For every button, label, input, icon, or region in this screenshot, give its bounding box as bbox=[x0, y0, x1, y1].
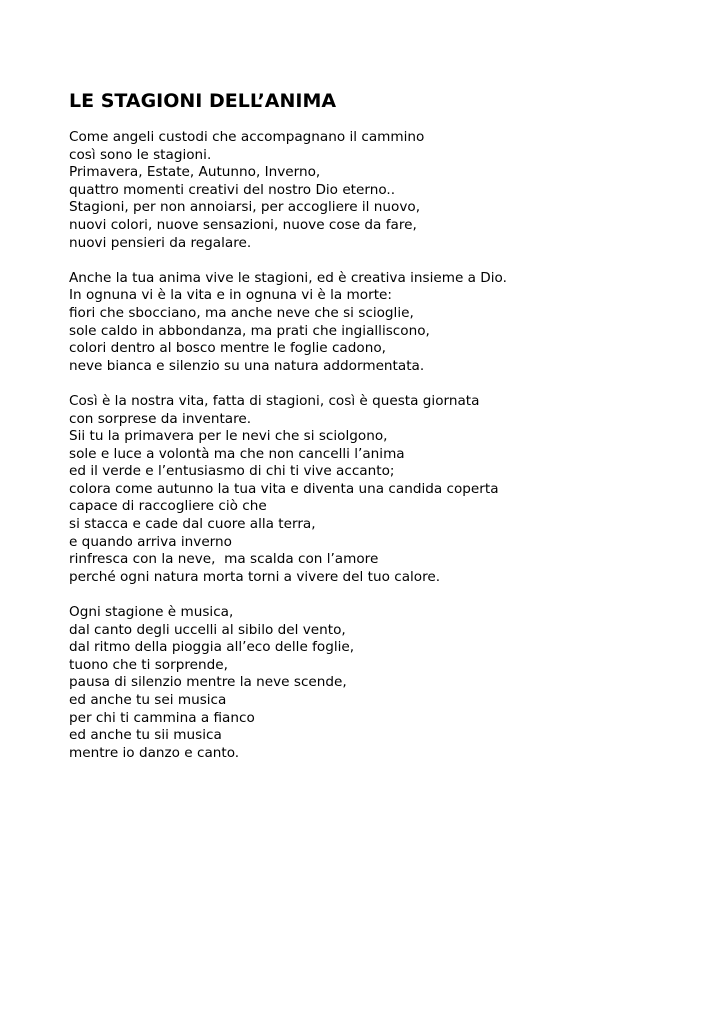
poem-body bbox=[69, 129, 709, 780]
poem-line: Primavera, Estate, Autunno, Inverno, bbox=[69, 164, 321, 181]
poem-line: ed anche tu sei musica bbox=[69, 692, 227, 708]
poem-line: sole e luce a volontà ma che non cancelli l’anima bbox=[69, 445, 405, 462]
poem-line: rinfresca con la neve, ma scalda con l’amore bbox=[69, 551, 379, 568]
poem-line: colora come autunno la tua vita e diventa una candida coperta bbox=[69, 480, 499, 497]
poem-line: nuovi colori, nuove sensazioni, nuove cose da fare, bbox=[69, 216, 417, 233]
poem-line: fiori che sbocciano, ma anche neve che si scioglie, bbox=[69, 304, 414, 321]
poem-line: perché ogni natura morta torni a vivere del tuo calore. bbox=[69, 568, 441, 585]
poem-line: ed anche tu sii musica bbox=[69, 727, 222, 744]
poem-line: dal ritmo della pioggia all’eco delle foglie, bbox=[69, 639, 355, 656]
stanza-1 bbox=[69, 129, 709, 252]
poem-line: Sii tu la primavera per le nevi che si sciolgono, bbox=[69, 428, 388, 445]
poem-line: mentre io danzo e canto. bbox=[69, 744, 240, 761]
stanza-3 bbox=[69, 393, 709, 587]
poem-line: e quando arriva inverno bbox=[69, 533, 232, 550]
poem-line: Come angeli custodi che accompagnano il cammino bbox=[69, 129, 425, 145]
poem-line: quattro momenti creativi del nostro Dio eterno.. bbox=[69, 181, 396, 198]
stanza-2 bbox=[69, 270, 709, 376]
poem-line: nuovi pensieri da regalare. bbox=[69, 234, 252, 251]
poem-line: neve bianca e silenzio su una natura addormentata. bbox=[69, 357, 425, 374]
poem-line: pausa di silenzio mentre la neve scende, bbox=[69, 674, 347, 691]
stanza-4 bbox=[69, 604, 709, 762]
poem-line: per chi ti cammina a fianco bbox=[69, 709, 255, 726]
poem-line: colori dentro al bosco mentre le foglie cadono, bbox=[69, 340, 386, 357]
poem-line: In ognuna vi è la vita e in ognuna vi è la morte: bbox=[69, 287, 392, 304]
poem-line: Ogni stagione è musica, bbox=[69, 604, 234, 621]
poem-line: Anche la tua anima vive le stagioni, ed è creativa insieme a Dio. bbox=[69, 269, 507, 286]
poem-line: con sorprese da inventare. bbox=[69, 410, 252, 427]
poem-line: ed il verde e l’entusiasmo di chi ti vive accanto; bbox=[69, 463, 395, 480]
document-title: LE STAGIONI DELL’ANIMA bbox=[69, 90, 337, 112]
poem-line: dal canto degli uccelli al sibilo del vento, bbox=[69, 621, 346, 638]
poem-line: Così è la nostra vita, fatta di stagioni, così è questa giornata bbox=[69, 392, 480, 409]
poem-line: sole caldo in abbondanza, ma prati che ingialliscono, bbox=[69, 322, 430, 339]
poem-line: si stacca e cade dal cuore alla terra, bbox=[69, 516, 316, 533]
poem-line: Stagioni, per non annoiarsi, per accogliere il nuovo, bbox=[69, 199, 421, 216]
poem-line: così sono le stagioni. bbox=[69, 146, 212, 163]
poem-line: tuono che ti sorprende, bbox=[69, 656, 228, 673]
poem-line: capace di raccogliere ciò che bbox=[69, 498, 267, 515]
